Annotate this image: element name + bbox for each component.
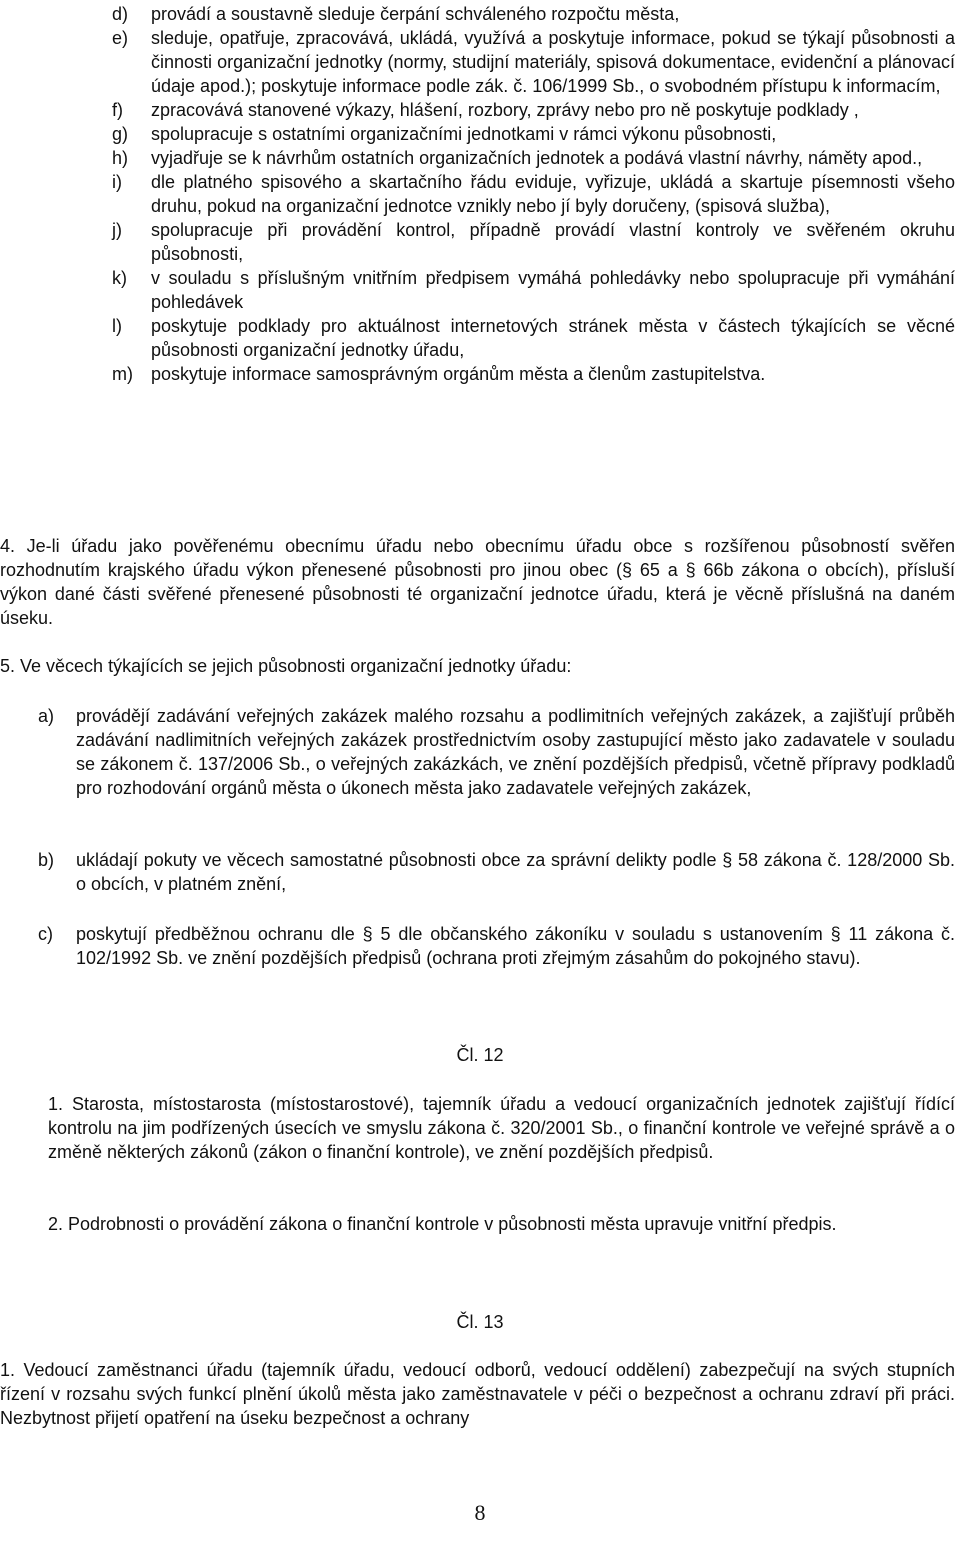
list-item	[0, 922, 960, 970]
list-item	[0, 170, 960, 218]
list-item	[0, 314, 960, 362]
item-label: m)	[112, 364, 133, 384]
item-text: provádějí zadávání veřejných zakázek malého rozsahu a podlimitních veřejných zakázek, a zajišťují průběh zadávání nadlimitních veřejných zakázek prostřednictvím osoby zastupující město jako zadavatele v souladu se zákonem č. 137/2006 Sb., o veřejných zakázkách, ve znění pozdějších předpisů, včetně přípravy podkladů pro rozhodování orgánů města o úkonech města jako zadavatele veřejných zakázek,	[76, 706, 955, 798]
item-label: f)	[112, 100, 123, 120]
article-13-paragraph-1: 1. Vedoucí zaměstnanci úřadu (tajemník úřadu, vedoucí odborů, vedoucí oddělení) zabezpečují na svých stupních řízení v rozsahu svých funkcí plnění úkolů města jako zaměstnavatele v péči o bezpečnost a ochranu zdraví při práci. Nezbytnost přijetí opatření na úseku bezpečnost a ochrany	[0, 1360, 955, 1428]
item-text: poskytuje podklady pro aktuálnost internetových stránek města v částech týkajících se věcné působnosti organizační jednotky úřadu,	[151, 316, 955, 360]
list-item	[0, 146, 960, 170]
list-item	[0, 98, 960, 122]
item-text: zpracovává stanovené výkazy, hlášení, rozbory, zprávy nebo pro ně poskytuje podklady ,	[151, 100, 859, 120]
list-item	[0, 704, 960, 800]
item-label: e)	[112, 28, 129, 48]
article-12-paragraph-1: 1. Starosta, místostarosta (místostarostové), tajemník úřadu a vedoucí organizačních jednotek zajišťují řídící kontrolu na jim podřízených úsecích ve smyslu zákona č. 320/2001 Sb., o finanční kontrole ve veřejné správě a o změně některých zákonů (zákon o finanční kontrole), ve znění pozdějších předpisů.	[48, 1094, 955, 1162]
list-item	[0, 26, 960, 98]
item-label: j)	[112, 220, 122, 240]
list-item	[0, 218, 960, 266]
list-item	[0, 122, 960, 146]
list-item	[0, 2, 960, 26]
item-text: provádí a soustavně sleduje čerpání schváleného rozpočtu města,	[151, 4, 680, 24]
procurement-list	[0, 704, 960, 800]
duties-list	[0, 2, 960, 386]
item-label: a)	[38, 706, 55, 726]
item-label: h)	[112, 148, 129, 168]
article-12-paragraph-2: 2. Podrobnosti o provádění zákona o finanční kontrole v působnosti města upravuje vnitřní předpis.	[48, 1214, 837, 1234]
item-text: spolupracuje při provádění kontrol, případně provádí vlastní kontroly ve svěřeném okruhu působnosti,	[151, 220, 955, 264]
procurement-list	[0, 922, 960, 970]
item-label: l)	[112, 316, 122, 336]
item-label: d)	[112, 4, 129, 24]
item-text: v souladu s příslušným vnitřním předpisem vymáhá pohledávky nebo spolupracuje při vymáhání pohledávek	[151, 268, 955, 312]
item-text: ukládají pokuty ve věcech samostatné působnosti obce za správní delikty podle § 58 zákona č. 128/2000 Sb. o obcích, v platném znění,	[76, 850, 955, 894]
list-item	[0, 266, 960, 314]
page-number: 8	[474, 1500, 486, 1525]
list-item	[0, 362, 960, 386]
item-label: i)	[112, 172, 122, 192]
article-13-heading: Čl. 13	[456, 1312, 504, 1332]
item-text: poskytují předběžnou ochranu dle § 5 dle občanského zákoníku v souladu s ustanovením § 11 zákona č. 102/1992 Sb. ve znění pozdějších předpisů (ochrana proti zřejmým zásahům do pokojného stavu).	[76, 924, 955, 968]
item-label: b)	[38, 850, 55, 870]
item-text: poskytuje informace samosprávným orgánům města a členům zastupitelstva.	[151, 364, 766, 384]
procurement-list	[0, 848, 960, 896]
article-12-heading: Čl. 12	[456, 1045, 504, 1065]
paragraph-5: 5. Ve věcech týkajících se jejich působnosti organizační jednotky úřadu:	[0, 656, 572, 676]
paragraph-4: 4. Je-li úřadu jako pověřenému obecnímu úřadu nebo obecnímu úřadu obce s rozšířenou působností svěřen rozhodnutím krajského úřadu výkon přenesené působnosti pro jinou obec (§ 65 a § 66b zákona o obcích), přísluší výkon dané části svěřené přenesené působnosti té organizační jednotce úřadu, která je věcně příslušná na daném úseku.	[0, 536, 955, 628]
item-text: vyjadřuje se k návrhům ostatních organizačních jednotek a podává vlastní návrhy, náměty apod.,	[151, 148, 923, 168]
item-text: dle platného spisového a skartačního řádu eviduje, vyřizuje, ukládá a skartuje písemnosti všeho druhu, pokud na organizační jednotce vznikly nebo jí byly doručeny, (spisová služba),	[151, 172, 955, 216]
item-label: g)	[112, 124, 129, 144]
item-text: sleduje, opatřuje, zpracovává, ukládá, využívá a poskytuje informace, pokud se týkají působnosti a činnosti organizační jednotky (normy, studijní materiály, spisová dokumentace, evidenční a plánovací údaje apod.); poskytuje informace podle zák. č. 106/1999 Sb., o svobodném přístupu k informacím,	[151, 28, 955, 96]
list-item	[0, 848, 960, 896]
item-label: k)	[112, 268, 127, 288]
item-label: c)	[38, 924, 53, 944]
item-text: spolupracuje s ostatními organizačními jednotkami v rámci výkonu působnosti,	[151, 124, 777, 144]
